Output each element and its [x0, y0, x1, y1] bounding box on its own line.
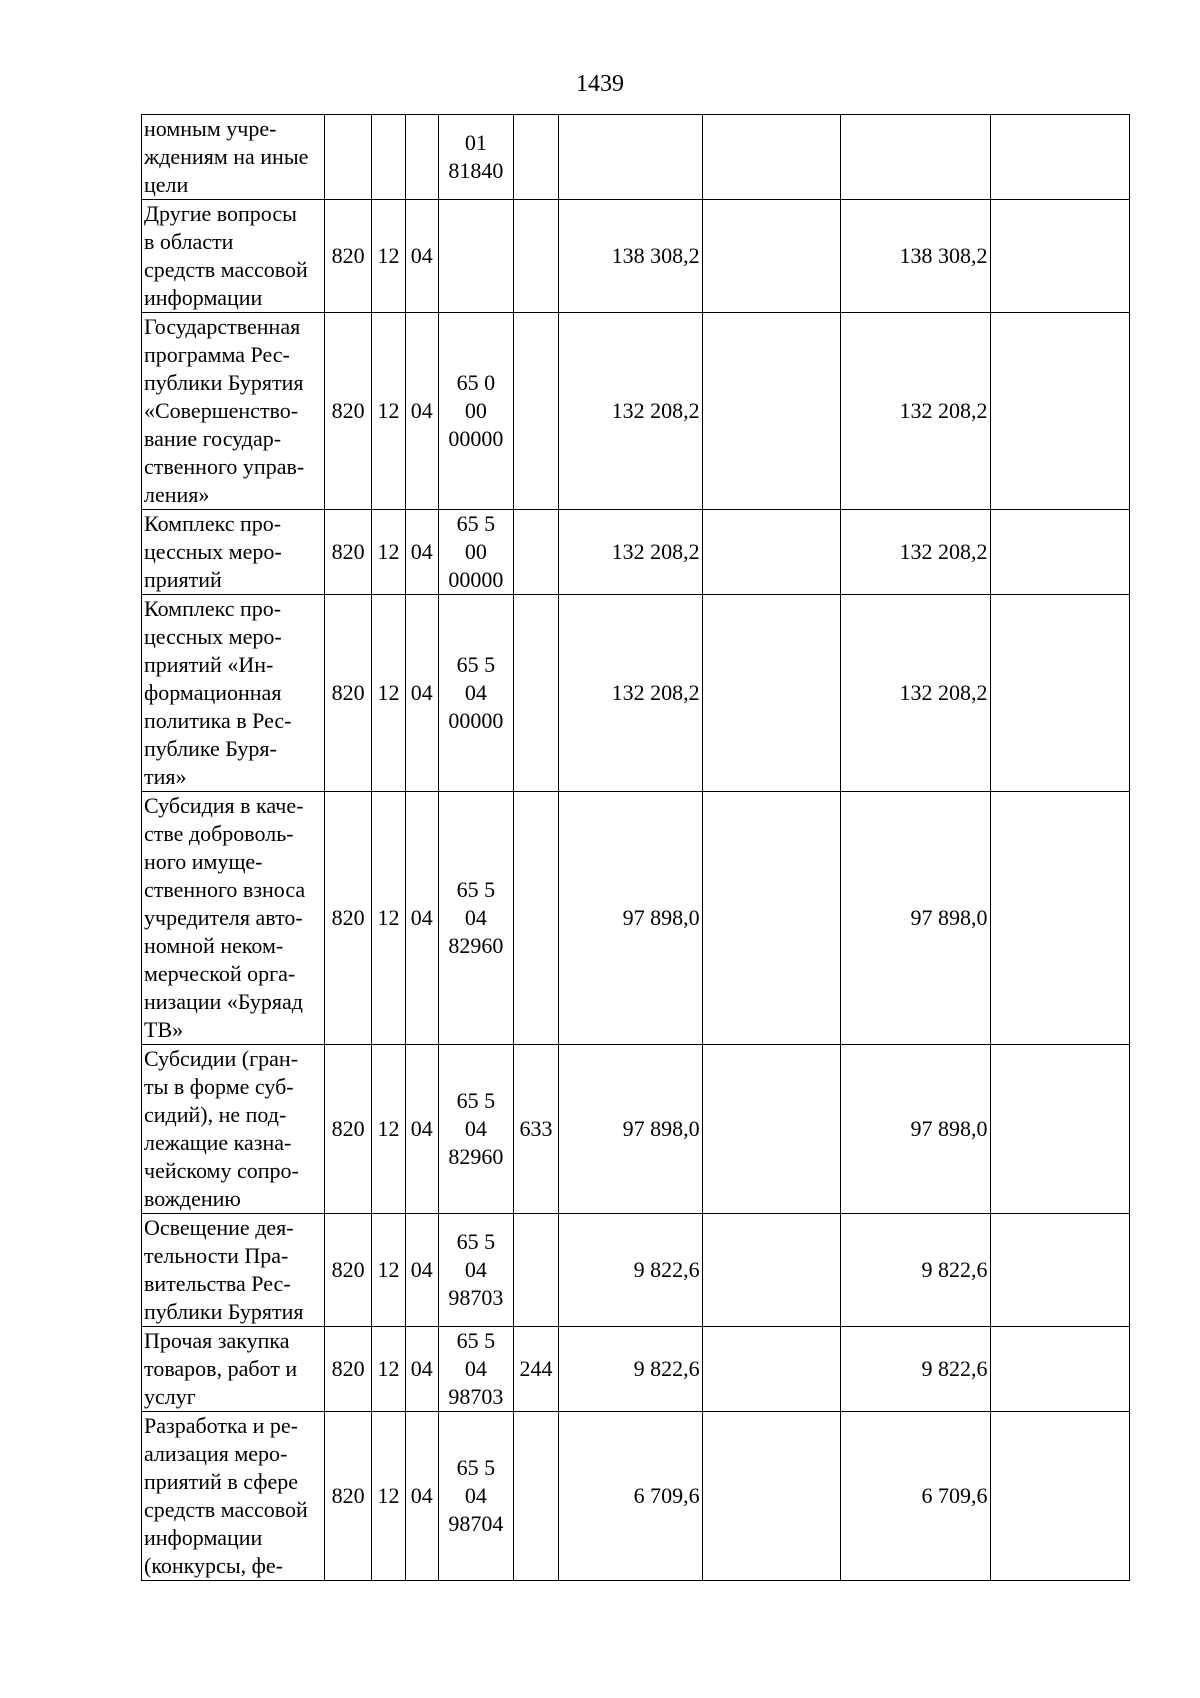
cell-name-line: средств массовой	[144, 257, 308, 282]
cell-name-line: ственного управ-	[144, 454, 305, 479]
cell-target-code-line: 65 5	[456, 1229, 496, 1254]
cell-name-line: номным учре-	[144, 116, 277, 141]
cell-target-code-line: 65 5	[456, 511, 496, 536]
cell-name-line: тия»	[144, 764, 187, 789]
cell-ministry-code: 820	[324, 1214, 371, 1327]
cell-name	[142, 1214, 325, 1327]
cell-subsection-code: 04	[405, 1045, 438, 1214]
cell-name-line: Комплекс про-	[144, 596, 282, 621]
cell-target-code-line: 65 5	[456, 1455, 496, 1480]
cell-col9	[990, 1327, 1130, 1412]
cell-name-line: политика в Рес-	[144, 708, 292, 733]
cell-name-line: информации	[144, 1525, 263, 1550]
cell-name-line: лежащие казна-	[144, 1130, 292, 1155]
cell-target-code-line: 00000	[448, 567, 504, 592]
cell-name-line: информации	[144, 285, 263, 310]
cell-target-code-line: 04	[464, 1356, 487, 1381]
table-row	[142, 595, 1130, 792]
cell-amount-2: 6 709,6	[841, 1412, 991, 1581]
cell-amount: 6 709,6	[559, 1412, 702, 1581]
cell-target-code	[438, 1045, 513, 1214]
table-row	[142, 115, 1130, 200]
cell-name-line: публике Буря-	[144, 736, 277, 761]
cell-section-code: 12	[372, 1045, 405, 1214]
page-number: 1439	[576, 71, 624, 97]
cell-name	[142, 510, 325, 595]
cell-target-code-line: 98703	[448, 1285, 504, 1310]
cell-section-code: 12	[372, 313, 405, 510]
cell-name-line: цессных меро-	[144, 539, 282, 564]
cell-col7	[702, 1214, 840, 1327]
cell-target-code-line: 04	[464, 1116, 487, 1141]
cell-name-line: «Совершенство-	[144, 398, 299, 423]
cell-name-line: Субсидии (гран-	[144, 1046, 299, 1071]
cell-target-code-line: 98704	[448, 1511, 504, 1536]
cell-target-code-line: 04	[464, 680, 487, 705]
cell-amount-2: 138 308,2	[841, 200, 991, 313]
cell-target-code-line: 01	[464, 130, 487, 155]
cell-name-line: цессных меро-	[144, 624, 282, 649]
cell-subsection-code	[405, 115, 438, 200]
cell-expense-type	[513, 200, 558, 313]
cell-subsection-code: 04	[405, 200, 438, 313]
cell-col9	[990, 792, 1130, 1045]
cell-expense-type: 244	[513, 1327, 558, 1412]
cell-expense-type	[513, 1412, 558, 1581]
cell-name	[142, 313, 325, 510]
budget-table	[141, 114, 1130, 1581]
cell-name	[142, 1412, 325, 1581]
cell-subsection-code: 04	[405, 1327, 438, 1412]
table-row	[142, 792, 1130, 1045]
cell-target-code	[438, 115, 513, 200]
cell-expense-type	[513, 115, 558, 200]
cell-target-code-line: 04	[464, 1483, 487, 1508]
cell-col9	[990, 1412, 1130, 1581]
cell-section-code: 12	[372, 1327, 405, 1412]
table-row	[142, 1327, 1130, 1412]
cell-name-line: номной неком-	[144, 933, 284, 958]
cell-target-code-line: 65 5	[456, 877, 496, 902]
cell-col7	[702, 313, 840, 510]
cell-target-code-line: 98703	[448, 1384, 504, 1409]
cell-name-line: цели	[144, 172, 189, 197]
cell-col9	[990, 1214, 1130, 1327]
cell-name-line: публики Бурятия	[144, 370, 304, 395]
cell-amount-2: 132 208,2	[841, 595, 991, 792]
cell-col9	[990, 510, 1130, 595]
cell-amount-2: 132 208,2	[841, 510, 991, 595]
cell-ministry-code: 820	[324, 200, 371, 313]
table-row	[142, 200, 1130, 313]
cell-col7	[702, 510, 840, 595]
cell-expense-type	[513, 1214, 558, 1327]
cell-name-line: вождению	[144, 1186, 241, 1211]
cell-name	[142, 200, 325, 313]
cell-section-code: 12	[372, 595, 405, 792]
cell-name-line: приятий «Ин-	[144, 652, 274, 677]
cell-target-code	[438, 792, 513, 1045]
cell-subsection-code: 04	[405, 792, 438, 1045]
table-row	[142, 1214, 1130, 1327]
cell-name-line: (конкурсы, фе-	[144, 1553, 283, 1578]
cell-subsection-code: 04	[405, 510, 438, 595]
cell-target-code-line: 00000	[448, 426, 504, 451]
cell-target-code	[438, 200, 513, 313]
cell-ministry-code	[324, 115, 371, 200]
cell-target-code-line: 82960	[448, 933, 504, 958]
cell-target-code	[438, 595, 513, 792]
cell-target-code-line: 04	[464, 1257, 487, 1282]
cell-name-line: стве доброволь-	[144, 821, 294, 846]
cell-target-code-line: 65 5	[456, 1088, 496, 1113]
cell-amount-2: 97 898,0	[841, 792, 991, 1045]
cell-ministry-code: 820	[324, 313, 371, 510]
cell-name-line: Другие вопросы	[144, 201, 297, 226]
cell-col7	[702, 1045, 840, 1214]
cell-name	[142, 115, 325, 200]
cell-amount: 9 822,6	[559, 1214, 702, 1327]
cell-section-code: 12	[372, 510, 405, 595]
cell-target-code-line: 65 5	[456, 1328, 496, 1353]
cell-name-line: ственного взноса	[144, 877, 306, 902]
cell-amount-2: 9 822,6	[841, 1214, 991, 1327]
cell-target-code-line: 65 5	[456, 652, 496, 677]
cell-section-code: 12	[372, 1412, 405, 1581]
cell-target-code	[438, 313, 513, 510]
cell-col9	[990, 200, 1130, 313]
cell-name-line: программа Рес-	[144, 342, 290, 367]
cell-col9	[990, 115, 1130, 200]
cell-amount: 138 308,2	[559, 200, 702, 313]
cell-target-code-line: 65 0	[456, 370, 496, 395]
cell-col7	[702, 1412, 840, 1581]
cell-target-code-line: 00	[464, 539, 487, 564]
cell-name-line: Комплекс про-	[144, 511, 282, 536]
cell-col7	[702, 595, 840, 792]
cell-ministry-code: 820	[324, 1412, 371, 1581]
cell-section-code: 12	[372, 792, 405, 1045]
cell-section-code: 12	[372, 200, 405, 313]
cell-target-code-line: 00	[464, 398, 487, 423]
cell-target-code-line: 00000	[448, 708, 504, 733]
cell-name-line: мерческой орга-	[144, 961, 296, 986]
cell-name-line: Государственная	[144, 314, 301, 339]
cell-name-line: в области	[144, 229, 234, 254]
cell-target-code-line: 81840	[448, 158, 504, 183]
cell-name-line: услуг	[144, 1384, 196, 1409]
cell-ministry-code: 820	[324, 595, 371, 792]
table-row	[142, 510, 1130, 595]
cell-name-line: низации «Буряад	[144, 989, 303, 1014]
cell-target-code	[438, 1214, 513, 1327]
cell-amount: 132 208,2	[559, 595, 702, 792]
cell-name-line: приятий в сфере	[144, 1469, 299, 1494]
cell-subsection-code: 04	[405, 1214, 438, 1327]
cell-target-code	[438, 1412, 513, 1581]
cell-name-line: вание государ-	[144, 426, 282, 451]
cell-expense-type: 633	[513, 1045, 558, 1214]
cell-name-line: Разработка и ре-	[144, 1413, 298, 1438]
cell-section-code	[372, 115, 405, 200]
cell-col9	[990, 1045, 1130, 1214]
cell-expense-type	[513, 510, 558, 595]
cell-name-line: публики Бурятия	[144, 1299, 304, 1324]
cell-name-line: Освещение дея-	[144, 1215, 294, 1240]
cell-amount	[559, 115, 702, 200]
cell-name	[142, 1045, 325, 1214]
cell-col7	[702, 115, 840, 200]
cell-name	[142, 1327, 325, 1412]
cell-col9	[990, 595, 1130, 792]
cell-name-line: учредителя авто-	[144, 905, 303, 930]
cell-name-line: ления»	[144, 482, 210, 507]
cell-name-line: формационная	[144, 680, 282, 705]
cell-amount-2: 132 208,2	[841, 313, 991, 510]
table-row	[142, 1045, 1130, 1214]
cell-ministry-code: 820	[324, 1327, 371, 1412]
cell-name-line: ты в форме суб-	[144, 1074, 294, 1099]
cell-amount-2	[841, 115, 991, 200]
cell-ministry-code: 820	[324, 510, 371, 595]
cell-amount: 97 898,0	[559, 1045, 702, 1214]
cell-amount: 132 208,2	[559, 313, 702, 510]
cell-subsection-code: 04	[405, 1412, 438, 1581]
cell-name-line: сидий), не под-	[144, 1102, 287, 1127]
cell-section-code: 12	[372, 1214, 405, 1327]
cell-name-line: средств массовой	[144, 1497, 308, 1522]
cell-name-line: товаров, работ и	[144, 1356, 298, 1381]
table-row	[142, 313, 1130, 510]
cell-ministry-code: 820	[324, 1045, 371, 1214]
cell-expense-type	[513, 313, 558, 510]
cell-col7	[702, 792, 840, 1045]
cell-name-line: приятий	[144, 567, 222, 592]
cell-expense-type	[513, 792, 558, 1045]
cell-subsection-code: 04	[405, 313, 438, 510]
cell-name-line: вительства Рес-	[144, 1271, 291, 1296]
cell-target-code-line: 04	[464, 905, 487, 930]
cell-name	[142, 792, 325, 1045]
cell-ministry-code: 820	[324, 792, 371, 1045]
cell-target-code-line: 82960	[448, 1144, 504, 1169]
cell-target-code	[438, 510, 513, 595]
cell-amount: 9 822,6	[559, 1327, 702, 1412]
cell-name-line: Прочая закупка	[144, 1328, 290, 1353]
cell-amount: 97 898,0	[559, 792, 702, 1045]
table-row	[142, 1412, 1130, 1581]
cell-subsection-code: 04	[405, 595, 438, 792]
cell-amount: 132 208,2	[559, 510, 702, 595]
cell-name-line: ТВ»	[144, 1017, 184, 1042]
cell-name	[142, 595, 325, 792]
cell-col9	[990, 313, 1130, 510]
cell-col7	[702, 1327, 840, 1412]
cell-amount-2: 97 898,0	[841, 1045, 991, 1214]
cell-name-line: тельности Пра-	[144, 1243, 289, 1268]
cell-amount-2: 9 822,6	[841, 1327, 991, 1412]
cell-name-line: Субсидия в каче-	[144, 793, 304, 818]
cell-name-line: чейскому сопро-	[144, 1158, 299, 1183]
cell-name-line: ализация меро-	[144, 1441, 288, 1466]
cell-name-line: ного имуще-	[144, 849, 263, 874]
cell-expense-type	[513, 595, 558, 792]
cell-name-line: ждениям на иные	[144, 144, 309, 169]
cell-col7	[702, 200, 840, 313]
table-body	[142, 115, 1130, 1581]
cell-target-code	[438, 1327, 513, 1412]
